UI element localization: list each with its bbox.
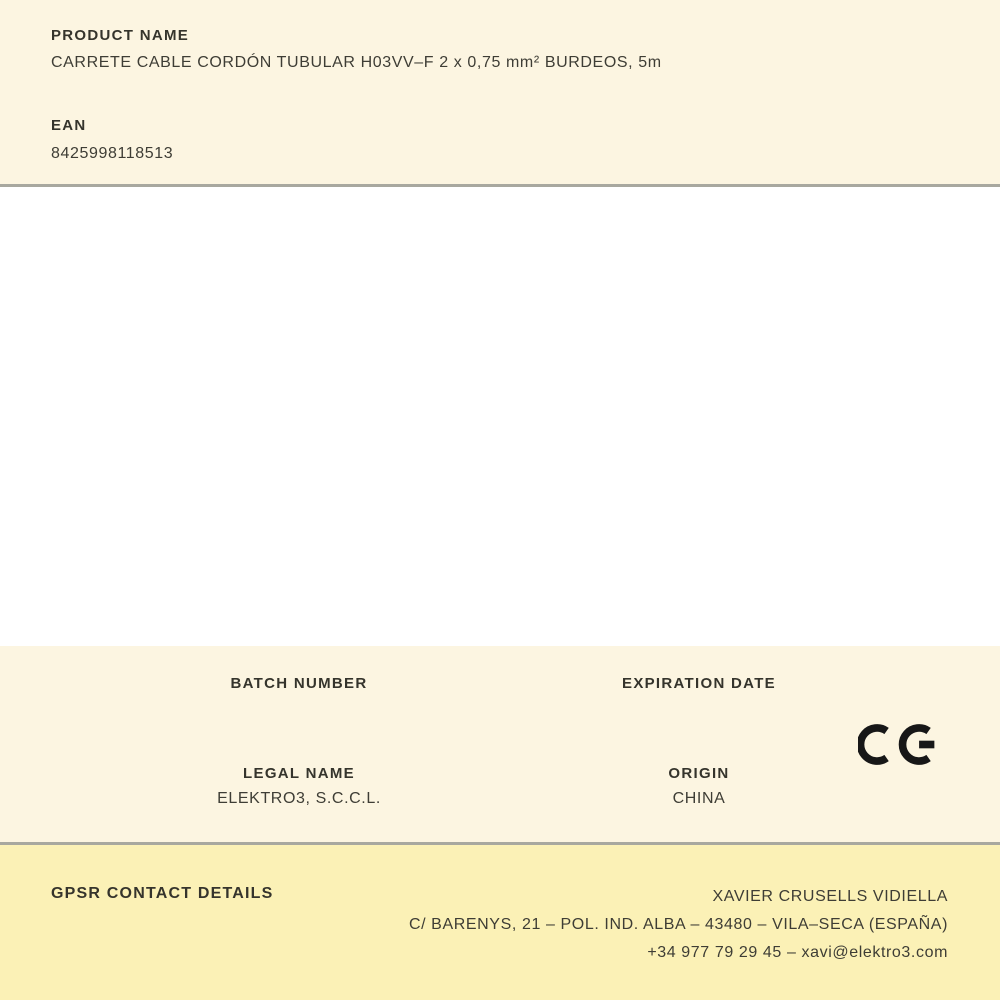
- gpsr-contact-address: C/ BARENYS, 21 – POL. IND. ALBA – 43480 – VILA–SECA (ESPAÑA): [408, 916, 948, 933]
- product-name-value: CARRETE CABLE CORDÓN TUBULAR H03VV–F 2 x 0,75 mm² BURDEOS, 5m: [51, 54, 662, 71]
- origin-value: CHINA: [672, 790, 726, 807]
- legal-name-label: LEGAL NAME: [243, 765, 355, 782]
- expiration-date-field: [499, 675, 899, 692]
- expiration-date-label: EXPIRATION DATE: [622, 675, 776, 692]
- batch-number-field: [99, 675, 499, 692]
- gpsr-contact-lines: [409, 883, 948, 967]
- blank-middle-area: [0, 187, 1000, 644]
- gpsr-contact-phone-email: +34 977 79 29 45 – xavi@elektro3.com: [647, 944, 948, 961]
- legal-name-field: [99, 765, 499, 808]
- origin-label: ORIGIN: [668, 765, 730, 782]
- ean-value: 8425998118513: [51, 145, 174, 162]
- legal-name-value: ELEKTRO3, S.C.C.L.: [217, 790, 381, 807]
- ce-mark-icon: [858, 713, 942, 776]
- batch-number-label: BATCH NUMBER: [230, 675, 368, 692]
- gpsr-contact-section: [0, 845, 1000, 1000]
- batch-origin-section: [0, 646, 1000, 842]
- product-info-section: [0, 0, 1000, 184]
- ean-label: EAN: [51, 117, 87, 134]
- gpsr-contact-label: GPSR CONTACT DETAILS: [51, 885, 274, 902]
- gpsr-contact-person: XAVIER CRUSELLS VIDIELLA: [712, 888, 948, 905]
- origin-field: [499, 765, 899, 808]
- product-name-label: PRODUCT NAME: [51, 27, 190, 44]
